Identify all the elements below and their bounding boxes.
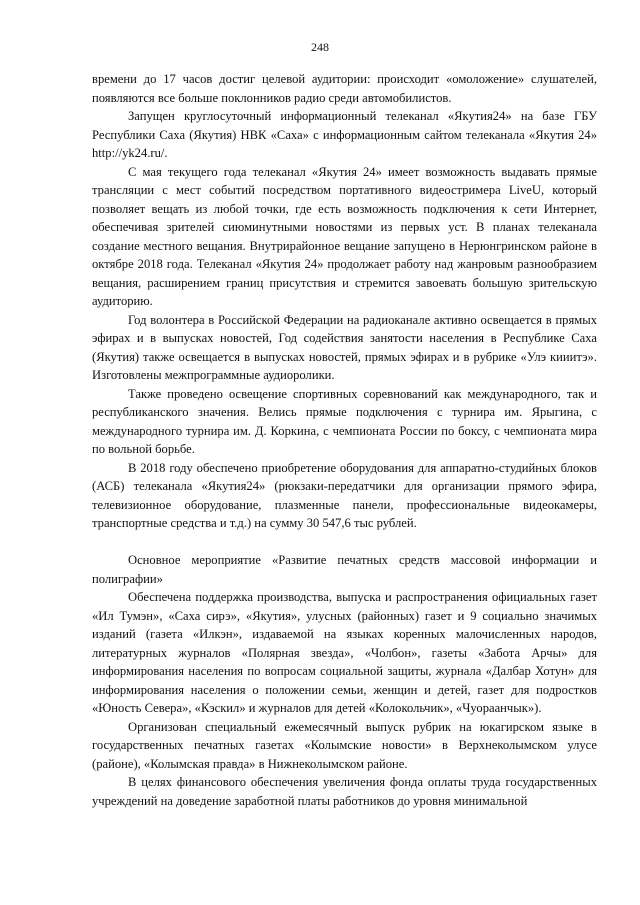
paragraph-volunteer-year: Год волонтера в Российской Федерации на радиоканале активно освещается в прямых эфирах и в выпусках новостей, Год содействия занятости населения в Республике Саха (Якутия) также освещается в выпусках новостей, прямых эфирах и в рубрике «Улэ кииитэ». Изготовлены межпрограммные аудиоролики. xyxy=(92,312,597,382)
paragraph-sports-coverage: Также проведено освещение спортивных соревнований как международного, так и республиканского значения. Велись прямые подключения с турнира им. Ярыгина, с международного турнира им. Д. Коркина, с чемпионата России по боксу, с чемпионата мира по вольной борьбе. xyxy=(92,386,597,456)
paragraph-wage-funding: В целях финансового обеспечения увеличения фонда оплаты труда государственных учреждений на доведение заработной платы работников до уровня минимальной xyxy=(92,775,597,808)
document-body xyxy=(92,70,597,810)
paragraph-yukaghir-rubric: Организован специальный ежемесячный выпуск рубрик на юкагирском языке в государственных печатных газетах «Колымские новости» в Верхнеколымском улусе (районе), «Колымская правда» в Нижнеколымском районе. xyxy=(92,719,597,771)
page-number: 248 xyxy=(311,40,329,54)
paragraph-radio-audience: времени до 17 часов достиг целевой аудитории: происходит «омоложение» слушателей, появляются все больше поклонников радио среди автомобилистов. xyxy=(92,72,597,105)
paragraph-equipment-purchase: В 2018 году обеспечено приобретение оборудования для аппаратно-студийных блоков (АСБ) телеканала «Якутия24» (рюкзаки-передатчики для организации прямого эфира, телевизионное оборудование, плазменные панели, профессиональные видеокамеры, транспортные средства и т.д.) на сумму 30 547,6 тыс рублей. xyxy=(92,460,597,530)
paragraph-liveu-broadcast: С мая текущего года телеканал «Якутия 24» имеет возможность выдавать прямые трансляции с мест событий посредством портативного видеостримера LiveU, который позволяет вещать из любой точки, где есть возможность подключения к сети Интернет, обеспечивая зрителей сиюминутными новостями из первых уст. В планах телеканала создание местного вещания. Внутрирайонное вещание запущено в Нерюнгринском районе в октябре 2018 года. Телеканал «Якутия 24» продолжает работу над жанровым разнообразием вещания, расширением границ присутствия и стремится завоевать большую зрительскую аудиторию. xyxy=(92,164,597,308)
section-heading-print-media: Основное мероприятие «Развитие печатных средств массовой информации и полиграфии» xyxy=(92,553,597,586)
paragraph-newspaper-support: Обеспечена поддержка производства, выпуска и распространения официальных газет «Ил Тумэн», «Саха сирэ», «Якутия», улусных (районных) газет и 9 социально значимых изданий (газета «Илкэн», издаваемой на языках коренных малочисленных народов, литературных журналов «Полярная звезда», «Чолбон», газеты «Забота Арчы» для информирования населения по вопросам социальной защиты, журнала «Далбар Хотун» для информирования населения о положении семьи, женщин и детей, газет для подростков «Юность Севера», «Кэскил» и журналов для детей «Колокольчик», «Чуораанчык»). xyxy=(92,590,597,715)
paragraph-yakutia24-launch: Запущен круглосуточный информационный телеканал «Якутия24» на базе ГБУ Республики Саха (Якутия) НВК «Саха» с информационным сайтом телеканала «Якутия 24» http://yk24.ru/. xyxy=(92,109,597,160)
